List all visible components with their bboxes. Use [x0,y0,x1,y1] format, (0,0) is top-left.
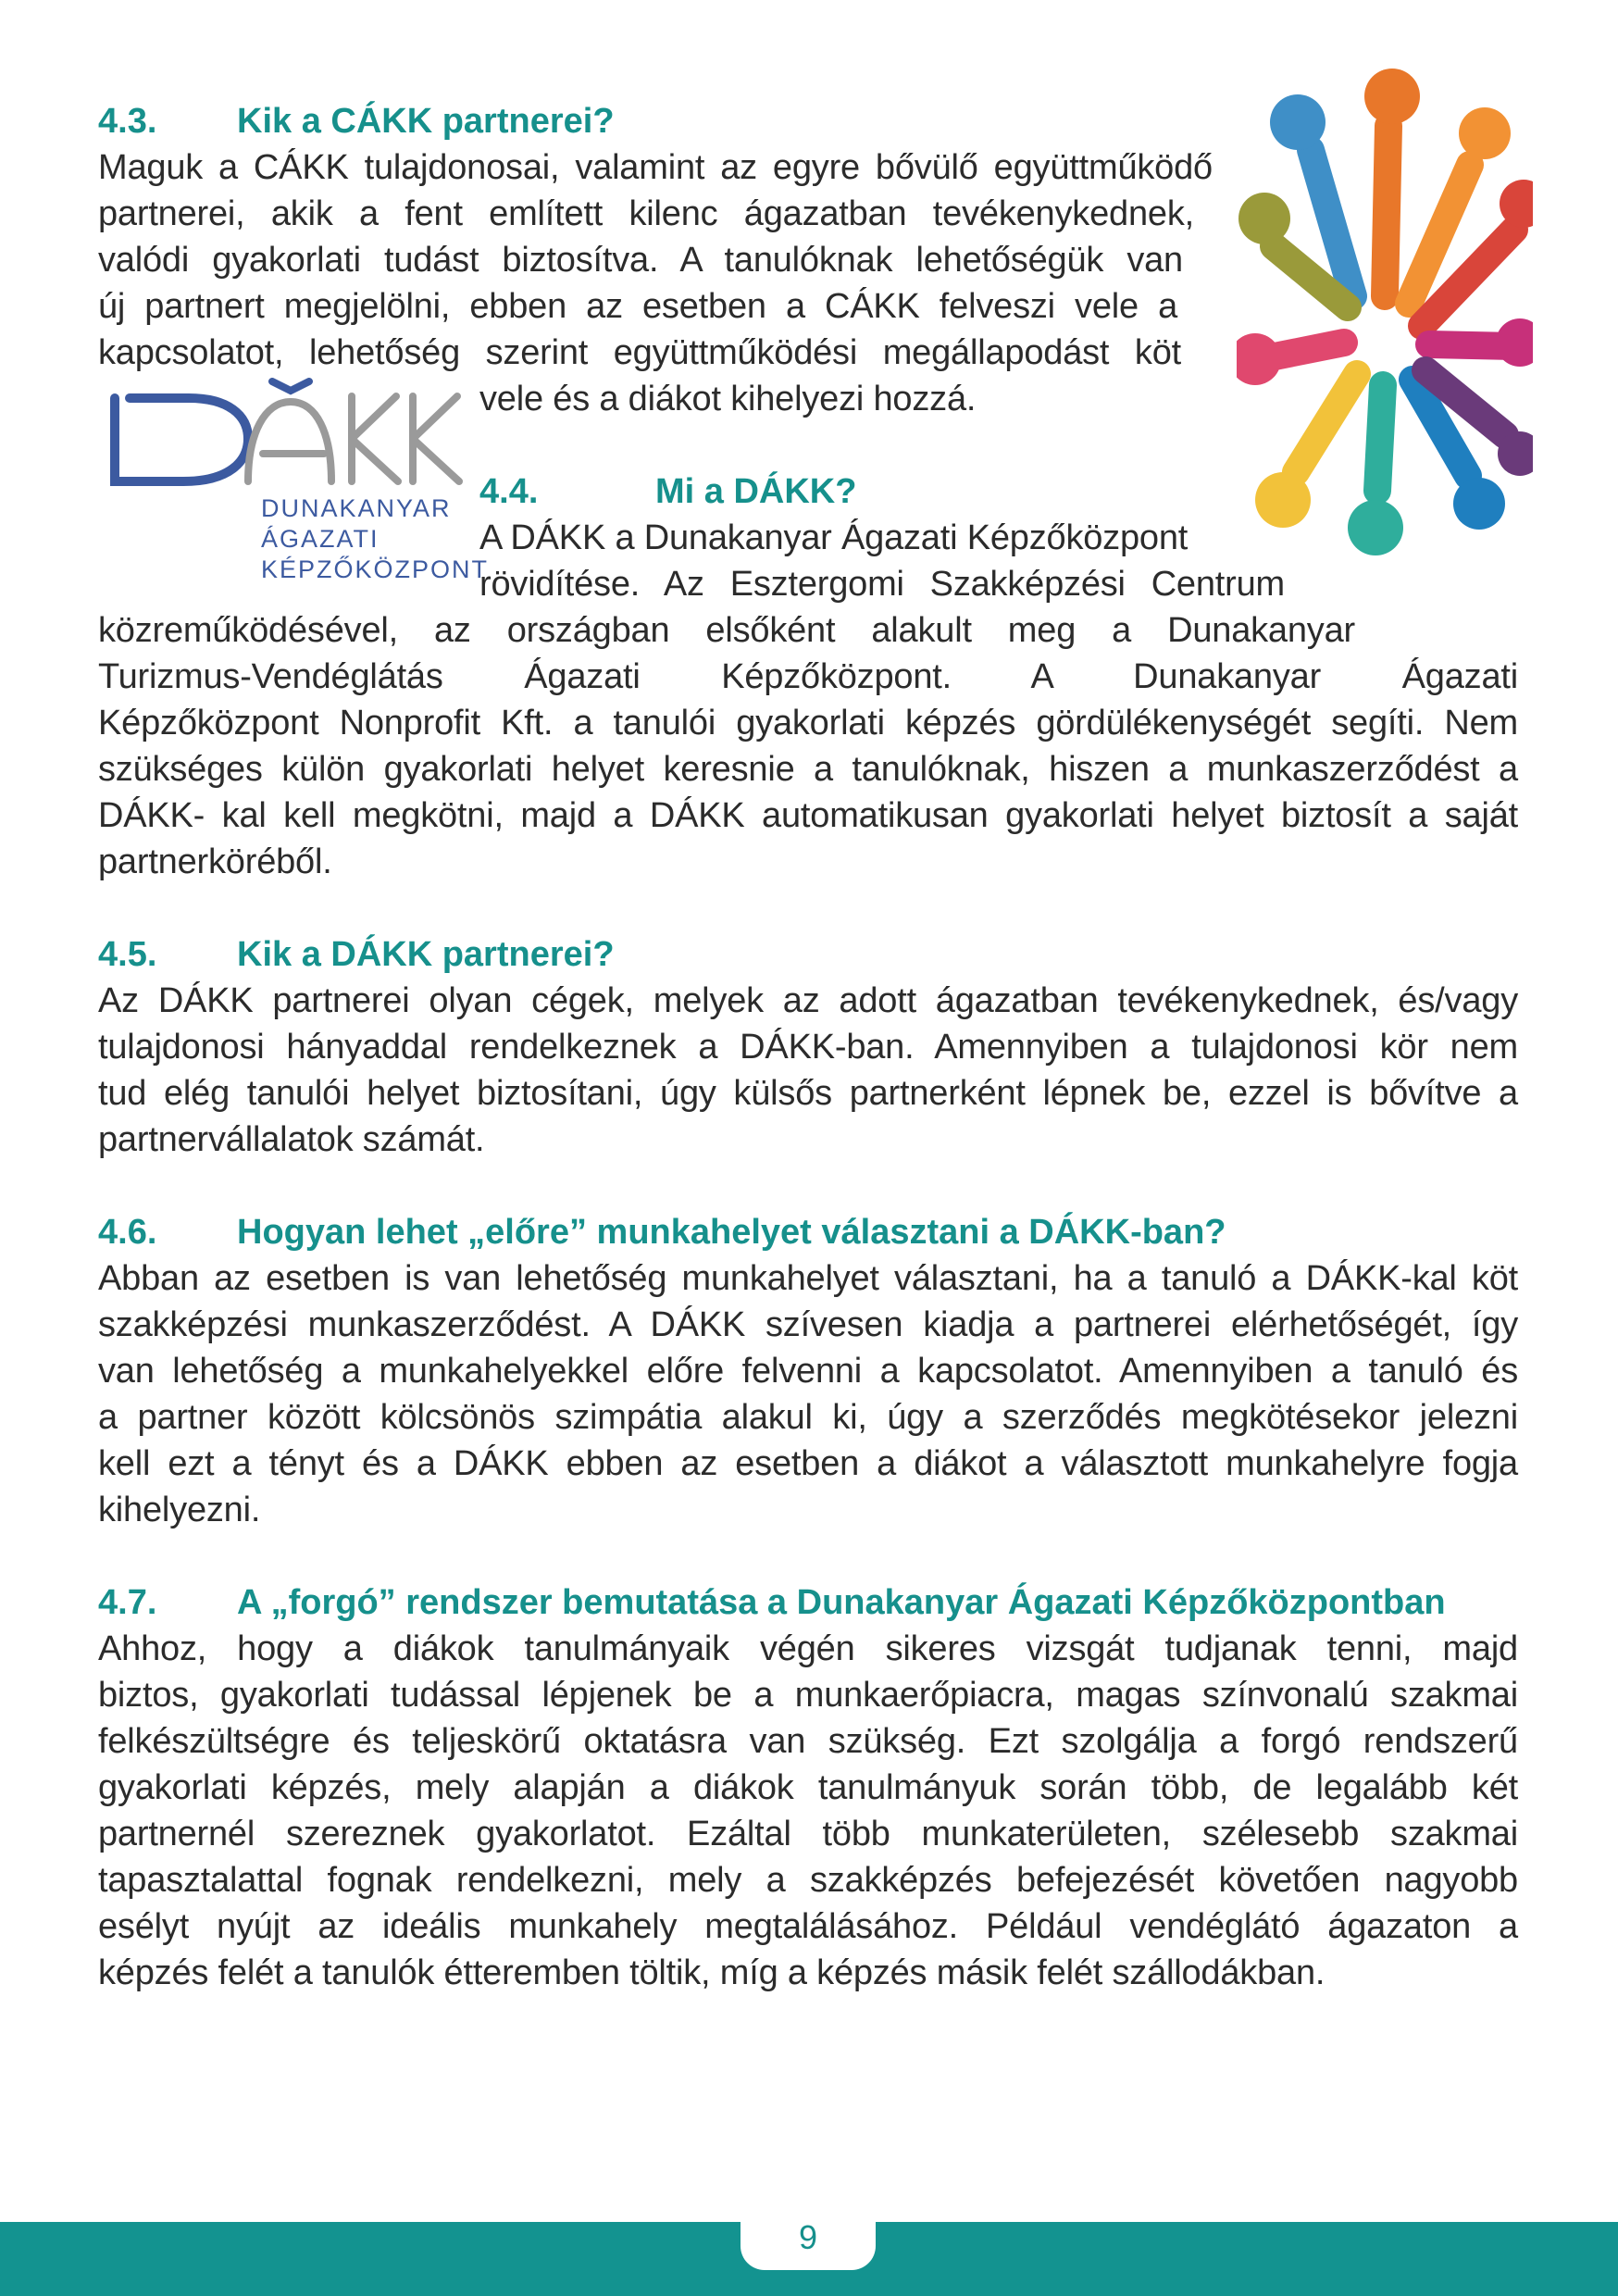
paragraph-line: képzés felét a tanulók étteremben töltik, míg a képzés másik felét szállodákban. [98,1953,1326,1992]
section-number: 4.3. [98,102,157,141]
people-circle-icon [1237,65,1533,574]
section-number: 4.6. [98,1213,157,1252]
paragraph-line: A DÁKK a Dunakanyar Ágazati Képzőközpont [479,518,1189,557]
paragraph-line: a partner között kölcsönös szimpátia alakul ki, úgy a szerződés megkötésekor jelezni [98,1398,1518,1437]
paragraph-line: partnervállalatok számát. [98,1120,485,1159]
section-number: 4.5. [98,935,157,974]
paragraph-line: felkészültségre és teljeskörű oktatásra van szükség. Ezt szolgálja a forgó rendszerű [98,1722,1518,1761]
logo-text-line: KÉPZŐKÖZPONT [261,555,490,583]
people-circle-illustration [1237,65,1533,574]
section-heading-4-3 [98,98,615,144]
section-heading-4-4 [479,468,856,515]
paragraph-line: Képzőközpont Nonprofit Kft. a tanulói gyakorlati képzés gördülékenységét segíti. Nem [98,704,1518,742]
logo-text-line: ÁGAZATI [261,525,380,553]
paragraph-line: szakképzési munkaszerződést. A DÁKK szívesen kiadja a partnerei elérhetőségét, így [98,1305,1518,1344]
dakk-wordmark-icon [109,378,489,498]
logo-text-line: DUNAKANYAR [261,494,452,522]
paragraph-line: tapasztalattal fognak rendelkezni, mely a szakképzés befejezését követően nagyobb [98,1861,1518,1900]
paragraph-line: valódi gyakorlati tudást biztosítva. A tanulóknak lehetőségük van [98,241,1183,280]
paragraph-line: Abban az esetben is van lehetőség munkahelyet választani, ha a tanuló a DÁKK-kal köt [98,1259,1518,1298]
section-heading-4-7 [98,1579,1446,1626]
section-heading-4-6 [98,1209,1226,1255]
paragraph-line: vele és a diákot kihelyezi hozzá. [479,380,977,418]
paragraph-line: rövidítése. Az Esztergomi Szakképzési Centrum [479,565,1285,604]
section-title: Kik a DÁKK partnerei? [237,935,615,974]
page-number: 9 [741,2205,876,2270]
section-title: Mi a DÁKK? [655,472,857,511]
paragraph-line: partnerei, akik a fent említett kilenc ágazatban tevékenykednek, [98,194,1194,233]
paragraph-line: szükséges külön gyakorlati helyet keresnie a tanulóknak, hiszen a munkaszerződést a [98,750,1518,789]
paragraph-line: új partnert megjelölni, ebben az esetben a CÁKK felveszi vele a [98,287,1177,326]
paragraph-line: Ahhoz, hogy a diákok tanulmányaik végén sikeres vizsgát tudjanak tenni, majd [98,1629,1518,1668]
paragraph-line: kapcsolatot, lehetőség szerint együttműködési megállapodást köt [98,333,1181,372]
section-title: Kik a CÁKK partnerei? [237,102,615,141]
paragraph-line: Turizmus-Vendéglátás Ágazati Képzőközpont. A Dunakanyar Ágazati [98,657,1518,696]
paragraph-line: tud elég tanulói helyet biztosítani, úgy külsős partnerként lépnek be, ezzel is bővítve a [98,1074,1518,1113]
paragraph-line: gyakorlati képzés, mely alapján a diákok tanulmányuk során több, de legalább két [98,1768,1518,1807]
paragraph-line: tulajdonosi hányaddal rendelkeznek a DÁKK-ban. Amennyiben a tulajdonosi kör nem [98,1028,1518,1067]
section-title: A „forgó” rendszer bemutatása a Dunakanyar Ágazati Képzőközpontban [237,1583,1446,1622]
paragraph-line: kell ezt a tényt és a DÁKK ebben az esetben a diákot a választott munkahelyre fogja [98,1444,1518,1483]
paragraph-line: közreműködésével, az országban elsőként alakult meg a Dunakanyar [98,611,1355,650]
paragraph-line: esélyt nyújt az ideális munkahely megtalálásához. Például vendéglátó ágazaton a [98,1907,1518,1946]
paragraph-line: Az DÁKK partnerei olyan cégek, melyek az adott ágazatban tevékenykednek, és/vagy [98,981,1518,1020]
section-title: Hogyan lehet „előre” munkahelyet választani a DÁKK-ban? [237,1213,1226,1252]
section-heading-4-5 [98,931,615,978]
section-number: 4.4. [479,472,539,511]
paragraph-line: partnerköréből. [98,842,332,881]
section-number: 4.7. [98,1583,157,1622]
paragraph-line: Maguk a CÁKK tulajdonosai, valamint az egyre bővülő együttműködő [98,148,1213,187]
paragraph-line: kihelyezni. [98,1491,261,1529]
paragraph-line: van lehetőség a munkahelyekkel előre felvenni a kapcsolatot. Amennyiben a tanuló és [98,1352,1518,1391]
paragraph-line: partnernél szereznek gyakorlatot. Ezáltal több munkaterületen, szélesebb szakmai [98,1815,1518,1853]
paragraph-line: DÁKK- kal kell megkötni, majd a DÁKK automatikusan gyakorlati helyet biztosít a saját [98,796,1518,835]
paragraph-line: biztos, gyakorlati tudással lépjenek be a munkaerőpiacra, magas színvonalú szakmai [98,1676,1518,1715]
